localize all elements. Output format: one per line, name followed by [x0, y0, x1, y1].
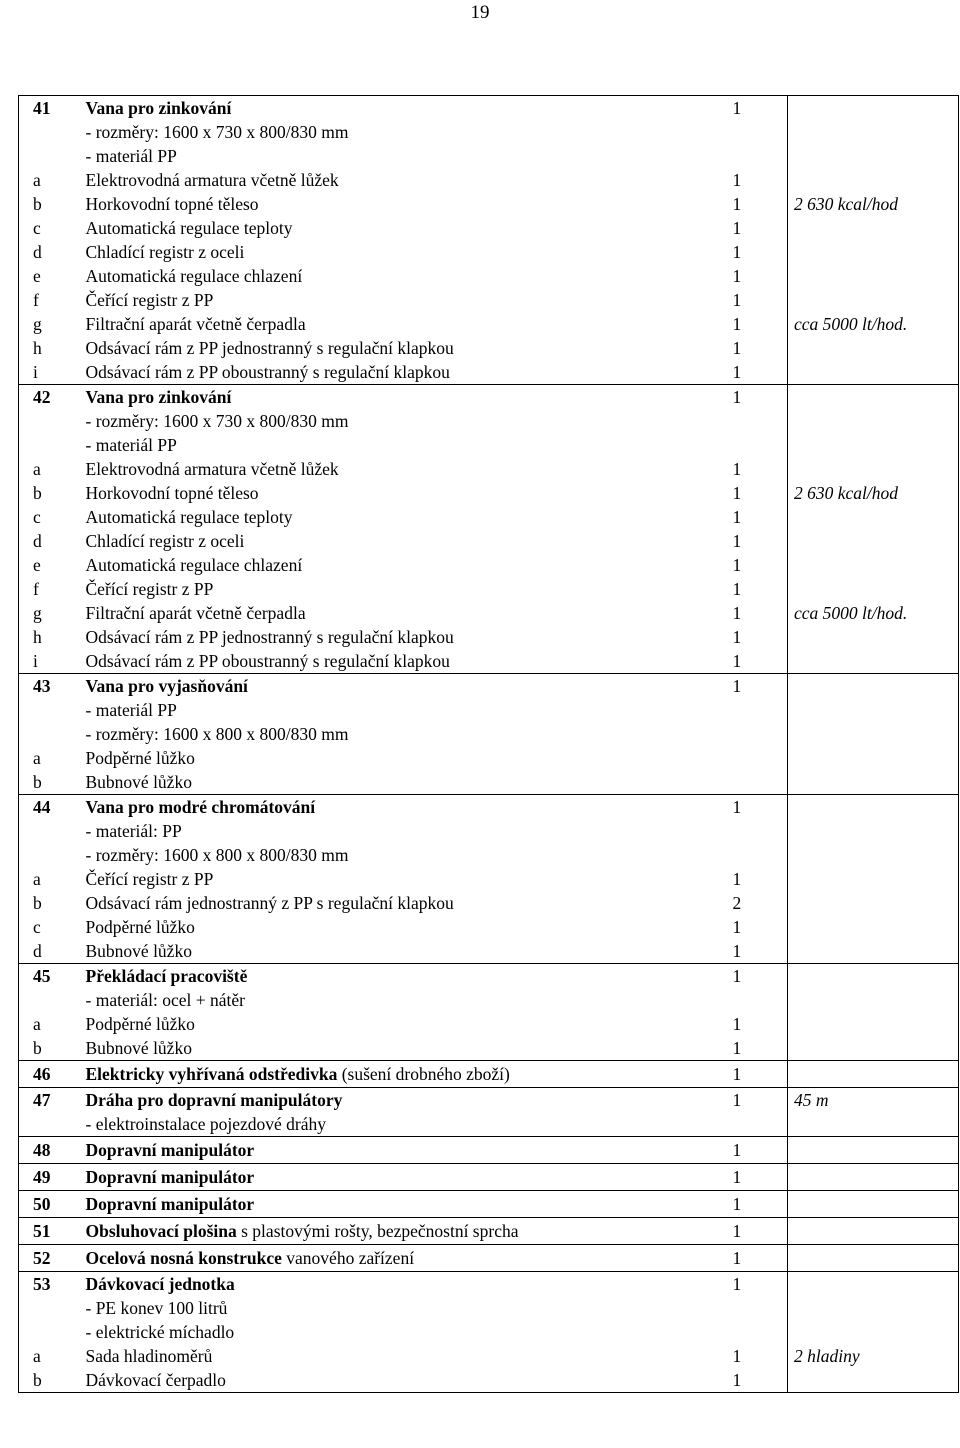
- sub-item-spec: [788, 1320, 959, 1344]
- sub-item-row: [19, 120, 959, 144]
- sub-item-quantity: 1: [700, 481, 788, 505]
- sub-item-letter: [19, 433, 78, 457]
- item-number: 43: [19, 674, 78, 699]
- sub-item-description: - materiál PP: [85, 146, 177, 166]
- sub-item-spec: [788, 625, 959, 649]
- item-row-46: [19, 1061, 959, 1088]
- sub-item-spec: [788, 168, 959, 192]
- item-row-49: [19, 1164, 959, 1191]
- sub-item-letter: d: [19, 939, 78, 964]
- item-spec: [788, 1245, 959, 1272]
- sub-item-row: [19, 915, 959, 939]
- sub-item-quantity: 1: [700, 1036, 788, 1061]
- sub-item-row: [19, 144, 959, 168]
- item-spec: [788, 1272, 959, 1297]
- sub-item-letter: b: [19, 891, 78, 915]
- sub-item-quantity: 1: [700, 457, 788, 481]
- sub-item-row: [19, 1036, 959, 1061]
- sub-item-quantity: [700, 433, 788, 457]
- sub-item-spec: [788, 433, 959, 457]
- sub-item-quantity: [700, 819, 788, 843]
- sub-item-letter: [19, 120, 78, 144]
- sub-item-spec: [788, 144, 959, 168]
- sub-item-row: [19, 819, 959, 843]
- item-quantity: 1: [700, 674, 788, 699]
- sub-item-quantity: 2: [700, 891, 788, 915]
- sub-item-quantity: 1: [700, 577, 788, 601]
- item-quantity: 1: [700, 1245, 788, 1272]
- item-number: 41: [19, 96, 78, 121]
- sub-item-row: [19, 481, 959, 505]
- sub-item-spec: [788, 505, 959, 529]
- sub-item-letter: e: [19, 553, 78, 577]
- sub-item-description: Automatická regulace teploty: [85, 218, 293, 238]
- item-number: 47: [19, 1088, 78, 1113]
- sub-item-letter: [19, 698, 78, 722]
- sub-item-row: [19, 433, 959, 457]
- sub-item-description: - PE konev 100 litrů: [85, 1298, 228, 1318]
- sub-item-spec: [788, 1036, 959, 1061]
- item-name-suffix: vanového zařízení: [281, 1248, 415, 1268]
- sub-item-row: [19, 891, 959, 915]
- sub-item-spec: [788, 770, 959, 795]
- item-row-47: [19, 1088, 959, 1113]
- item-number: 44: [19, 795, 78, 820]
- sub-item-quantity: 1: [700, 553, 788, 577]
- item-quantity: 1: [700, 385, 788, 410]
- sub-item-description: Bubnové lůžko: [78, 770, 700, 795]
- item-row-52: [19, 1245, 959, 1272]
- sub-item-spec: [788, 1296, 959, 1320]
- sub-item-spec: [788, 722, 959, 746]
- sub-item-letter: g: [19, 601, 78, 625]
- item-quantity: 1: [700, 1218, 788, 1245]
- sub-item-letter: a: [19, 168, 78, 192]
- sub-item-quantity: 1: [700, 915, 788, 939]
- sub-item-letter: b: [19, 1368, 78, 1393]
- sub-item-quantity: [700, 698, 788, 722]
- item-row-43: [19, 674, 959, 699]
- sub-item-letter: [19, 843, 78, 867]
- item-name: Překládací pracoviště: [85, 966, 248, 986]
- item-spec: [788, 1137, 959, 1164]
- sub-item-row: [19, 360, 959, 385]
- item-description: [78, 795, 700, 820]
- sub-item-spec: [788, 409, 959, 433]
- item-row-41: [19, 96, 959, 121]
- sub-item-description: Dávkovací čerpadlo: [78, 1368, 700, 1393]
- sub-item-quantity: 1: [700, 1012, 788, 1036]
- sub-item-spec: [788, 120, 959, 144]
- sub-item-row: [19, 939, 959, 964]
- item-quantity: 1: [700, 964, 788, 989]
- sub-item-description: Bubnové lůžko: [78, 939, 700, 964]
- sub-item-description: Podpěrné lůžko: [85, 917, 195, 937]
- item-number: 50: [19, 1191, 78, 1218]
- sub-item-row: [19, 843, 959, 867]
- sub-item-letter: d: [19, 240, 78, 264]
- sub-item-description: - rozměry: 1600 x 730 x 800/830 mm: [85, 122, 349, 142]
- sub-item-description: Automatická regulace teploty: [85, 507, 293, 527]
- sub-item-row: [19, 770, 959, 795]
- item-description: [78, 1272, 700, 1297]
- sub-item-row: [19, 1012, 959, 1036]
- sub-item-spec: [788, 1368, 959, 1393]
- sub-item-row: [19, 312, 959, 336]
- sub-item-spec: [788, 698, 959, 722]
- sub-item-description: Podpěrné lůžko: [85, 748, 195, 768]
- sub-item-description: Odsávací rám z PP oboustranný s regulační klapkou: [78, 649, 700, 674]
- sub-item-row: [19, 240, 959, 264]
- sub-item-spec: [788, 360, 959, 385]
- sub-item-spec: [788, 529, 959, 553]
- item-spec: [788, 795, 959, 820]
- sub-item-spec: 2 630 kcal/hod: [788, 481, 959, 505]
- item-row-53: [19, 1272, 959, 1297]
- sub-item-quantity: [700, 746, 788, 770]
- item-row-44: [19, 795, 959, 820]
- item-spec: [788, 964, 959, 989]
- sub-item-letter: e: [19, 264, 78, 288]
- item-quantity: 1: [700, 1164, 788, 1191]
- sub-item-description: Chladící registr z oceli: [85, 531, 245, 551]
- sub-item-quantity: [700, 1296, 788, 1320]
- sub-item-spec: [788, 240, 959, 264]
- sub-item-description: - rozměry: 1600 x 800 x 800/830 mm: [85, 724, 349, 744]
- sub-item-description: Odsávací rám jednostranný z PP s regulační klapkou: [85, 893, 454, 913]
- item-name: Vana pro modré chromátování: [85, 797, 316, 817]
- sub-item-description: Čeřící registr z PP: [85, 290, 214, 310]
- sub-item-letter: f: [19, 288, 78, 312]
- sub-item-quantity: [700, 409, 788, 433]
- sub-item-row: [19, 1112, 959, 1137]
- item-description: [78, 1218, 700, 1245]
- item-description: [78, 1245, 700, 1272]
- sub-item-spec: [788, 1112, 959, 1137]
- item-number: 45: [19, 964, 78, 989]
- sub-item-quantity: 1: [700, 867, 788, 891]
- sub-item-row: [19, 216, 959, 240]
- sub-item-description: - materiál PP: [85, 435, 177, 455]
- sub-item-letter: h: [19, 625, 78, 649]
- sub-item-letter: b: [19, 481, 78, 505]
- sub-item-description: Odsávací rám z PP oboustranný s regulační klapkou: [78, 360, 700, 385]
- sub-item-letter: g: [19, 312, 78, 336]
- sub-item-letter: [19, 1112, 78, 1137]
- sub-item-row: [19, 1320, 959, 1344]
- sub-item-quantity: 1: [700, 336, 788, 360]
- sub-item-description: - materiál PP: [85, 700, 177, 720]
- sub-item-row: [19, 336, 959, 360]
- sub-item-quantity: [700, 988, 788, 1012]
- sub-item-description: Sada hladinoměrů: [85, 1346, 213, 1366]
- sub-item-letter: a: [19, 867, 78, 891]
- item-number: 48: [19, 1137, 78, 1164]
- item-name: Dopravní manipulátor: [85, 1167, 255, 1187]
- sub-item-letter: a: [19, 746, 78, 770]
- sub-item-quantity: [700, 722, 788, 746]
- sub-item-quantity: 1: [700, 505, 788, 529]
- item-row-48: [19, 1137, 959, 1164]
- item-name: Dráha pro dopravní manipulátory: [85, 1090, 343, 1110]
- sub-item-spec: [788, 1012, 959, 1036]
- sub-item-row: [19, 529, 959, 553]
- sub-item-letter: f: [19, 577, 78, 601]
- sub-item-row: [19, 1296, 959, 1320]
- sub-item-quantity: 1: [700, 601, 788, 625]
- sub-item-description: Elektrovodná armatura včetně lůžek: [85, 170, 339, 190]
- sub-item-row: [19, 625, 959, 649]
- item-description: [78, 1061, 700, 1088]
- sub-item-quantity: [700, 843, 788, 867]
- item-name-suffix: s plastovými rošty, bezpečnostní sprcha: [236, 1221, 519, 1241]
- item-number: 46: [19, 1061, 78, 1088]
- sub-item-letter: [19, 1296, 78, 1320]
- sub-item-spec: [788, 336, 959, 360]
- sub-item-quantity: [700, 770, 788, 795]
- sub-item-spec: [788, 457, 959, 481]
- item-number: 53: [19, 1272, 78, 1297]
- sub-item-description: Filtrační aparát včetně čerpadla: [85, 314, 306, 334]
- item-quantity: 1: [700, 1272, 788, 1297]
- sub-item-quantity: 1: [700, 1368, 788, 1393]
- sub-item-quantity: 1: [700, 939, 788, 964]
- sub-item-description: - materiál: PP: [85, 821, 182, 841]
- sub-item-letter: [19, 988, 78, 1012]
- item-number: 51: [19, 1218, 78, 1245]
- item-name-suffix: (sušení drobného zboží): [337, 1064, 510, 1084]
- sub-item-row: [19, 722, 959, 746]
- sub-item-description: Bubnové lůžko: [78, 1036, 700, 1061]
- sub-item-description: - rozměry: 1600 x 730 x 800/830 mm: [85, 411, 349, 431]
- sub-item-description: - elektroinstalace pojezdové dráhy: [78, 1112, 700, 1137]
- sub-item-spec: [788, 819, 959, 843]
- item-row-50: [19, 1191, 959, 1218]
- sub-item-row: [19, 505, 959, 529]
- sub-item-spec: [788, 988, 959, 1012]
- sub-item-letter: a: [19, 1012, 78, 1036]
- sub-item-row: [19, 698, 959, 722]
- sub-item-letter: i: [19, 649, 78, 674]
- item-spec: [788, 1191, 959, 1218]
- sub-item-description: Automatická regulace chlazení: [85, 266, 303, 286]
- item-quantity: 1: [700, 1137, 788, 1164]
- sub-item-quantity: [700, 1320, 788, 1344]
- sub-item-spec: 2 630 kcal/hod: [788, 192, 959, 216]
- item-description: [78, 96, 700, 121]
- equipment-table: [18, 95, 959, 1393]
- sub-item-letter: h: [19, 336, 78, 360]
- item-name: Elektricky vyhřívaná odstředivka: [85, 1064, 338, 1084]
- item-row-42: [19, 385, 959, 410]
- sub-item-quantity: [700, 120, 788, 144]
- sub-item-row: [19, 1344, 959, 1368]
- item-description: [78, 1191, 700, 1218]
- item-spec: 45 m: [788, 1088, 959, 1113]
- item-name: Dávkovací jednotka: [85, 1274, 235, 1294]
- sub-item-row: [19, 988, 959, 1012]
- sub-item-letter: [19, 1320, 78, 1344]
- sub-item-quantity: 1: [700, 360, 788, 385]
- item-spec: [788, 1061, 959, 1088]
- sub-item-row: [19, 746, 959, 770]
- sub-item-letter: [19, 722, 78, 746]
- sub-item-letter: b: [19, 192, 78, 216]
- sub-item-letter: d: [19, 529, 78, 553]
- sub-item-quantity: [700, 144, 788, 168]
- sub-item-description: Čeřící registr z PP: [85, 869, 214, 889]
- sub-item-description: Horkovodní topné těleso: [85, 194, 259, 214]
- sub-item-row: [19, 867, 959, 891]
- sub-item-spec: [788, 746, 959, 770]
- sub-item-letter: c: [19, 505, 78, 529]
- item-quantity: 1: [700, 1191, 788, 1218]
- item-quantity: 1: [700, 795, 788, 820]
- item-name: Vana pro zinkování: [85, 98, 232, 118]
- sub-item-spec: [788, 939, 959, 964]
- sub-item-row: [19, 264, 959, 288]
- sub-item-row: [19, 1368, 959, 1393]
- item-row-45: [19, 964, 959, 989]
- sub-item-spec: [788, 649, 959, 674]
- item-name: Dopravní manipulátor: [85, 1194, 255, 1214]
- sub-item-description: Chladící registr z oceli: [85, 242, 245, 262]
- item-spec: [788, 1164, 959, 1191]
- sub-item-quantity: 1: [700, 240, 788, 264]
- item-description: [78, 1137, 700, 1164]
- sub-item-spec: [788, 216, 959, 240]
- sub-item-quantity: 1: [700, 216, 788, 240]
- item-name: Dopravní manipulátor: [85, 1140, 255, 1160]
- sub-item-letter: [19, 144, 78, 168]
- item-quantity: 1: [700, 96, 788, 121]
- sub-item-description: Elektrovodná armatura včetně lůžek: [85, 459, 339, 479]
- sub-item-description: Odsávací rám z PP jednostranný s regulační klapkou: [85, 627, 454, 647]
- item-spec: [788, 96, 959, 121]
- item-quantity: 1: [700, 1061, 788, 1088]
- sub-item-quantity: 1: [700, 192, 788, 216]
- sub-item-quantity: [700, 1112, 788, 1137]
- item-description: [78, 385, 700, 410]
- sub-item-spec: [788, 915, 959, 939]
- sub-item-description: - materiál: ocel + nátěr: [85, 990, 246, 1010]
- sub-item-quantity: 1: [700, 1344, 788, 1368]
- sub-item-description: Automatická regulace chlazení: [85, 555, 303, 575]
- sub-item-letter: [19, 819, 78, 843]
- sub-item-spec: [788, 843, 959, 867]
- sub-item-spec: [788, 867, 959, 891]
- sub-item-row: [19, 288, 959, 312]
- sub-item-row: [19, 457, 959, 481]
- item-name: Ocelová nosná konstrukce: [85, 1248, 282, 1268]
- item-spec: [788, 1218, 959, 1245]
- sub-item-quantity: 1: [700, 649, 788, 674]
- sub-item-quantity: 1: [700, 312, 788, 336]
- sub-item-letter: i: [19, 360, 78, 385]
- sub-item-row: [19, 409, 959, 433]
- item-name: Vana pro zinkování: [85, 387, 232, 407]
- sub-item-spec: cca 5000 lt/hod.: [788, 601, 959, 625]
- sub-item-quantity: 1: [700, 264, 788, 288]
- sub-item-letter: a: [19, 1344, 78, 1368]
- sub-item-description: - elektrické míchadlo: [85, 1322, 235, 1342]
- item-number: 42: [19, 385, 78, 410]
- sub-item-quantity: 1: [700, 529, 788, 553]
- sub-item-row: [19, 649, 959, 674]
- page-number: 19: [470, 2, 490, 23]
- sub-item-spec: cca 5000 lt/hod.: [788, 312, 959, 336]
- sub-item-spec: [788, 553, 959, 577]
- item-number: 49: [19, 1164, 78, 1191]
- sub-item-row: [19, 601, 959, 625]
- sub-item-description: Filtrační aparát včetně čerpadla: [85, 603, 306, 623]
- equipment-table-body: [19, 96, 959, 1393]
- item-description: [78, 1088, 700, 1113]
- sub-item-letter: b: [19, 1036, 78, 1061]
- sub-item-letter: c: [19, 216, 78, 240]
- sub-item-spec: [788, 891, 959, 915]
- sub-item-quantity: 1: [700, 625, 788, 649]
- item-quantity: 1: [700, 1088, 788, 1113]
- item-name: Vana pro vyjasňování: [85, 676, 248, 696]
- sub-item-row: [19, 192, 959, 216]
- sub-item-row: [19, 577, 959, 601]
- sub-item-spec: [788, 264, 959, 288]
- item-description: [78, 1164, 700, 1191]
- sub-item-spec: [788, 577, 959, 601]
- sub-item-description: Čeřící registr z PP: [85, 579, 214, 599]
- item-spec: [788, 674, 959, 699]
- sub-item-description: - rozměry: 1600 x 800 x 800/830 mm: [85, 845, 349, 865]
- item-row-51: [19, 1218, 959, 1245]
- sub-item-row: [19, 553, 959, 577]
- sub-item-letter: b: [19, 770, 78, 795]
- sub-item-row: [19, 168, 959, 192]
- sub-item-description: Horkovodní topné těleso: [85, 483, 259, 503]
- sub-item-spec: 2 hladiny: [788, 1344, 959, 1368]
- sub-item-description: Podpěrné lůžko: [85, 1014, 195, 1034]
- item-description: [78, 674, 700, 699]
- sub-item-letter: [19, 409, 78, 433]
- item-name: Obsluhovací plošina: [85, 1221, 237, 1241]
- sub-item-letter: c: [19, 915, 78, 939]
- item-spec: [788, 385, 959, 410]
- sub-item-quantity: 1: [700, 288, 788, 312]
- sub-item-quantity: 1: [700, 168, 788, 192]
- item-number: 52: [19, 1245, 78, 1272]
- sub-item-letter: a: [19, 457, 78, 481]
- sub-item-description: Odsávací rám z PP jednostranný s regulační klapkou: [85, 338, 454, 358]
- sub-item-spec: [788, 288, 959, 312]
- item-description: [78, 964, 700, 989]
